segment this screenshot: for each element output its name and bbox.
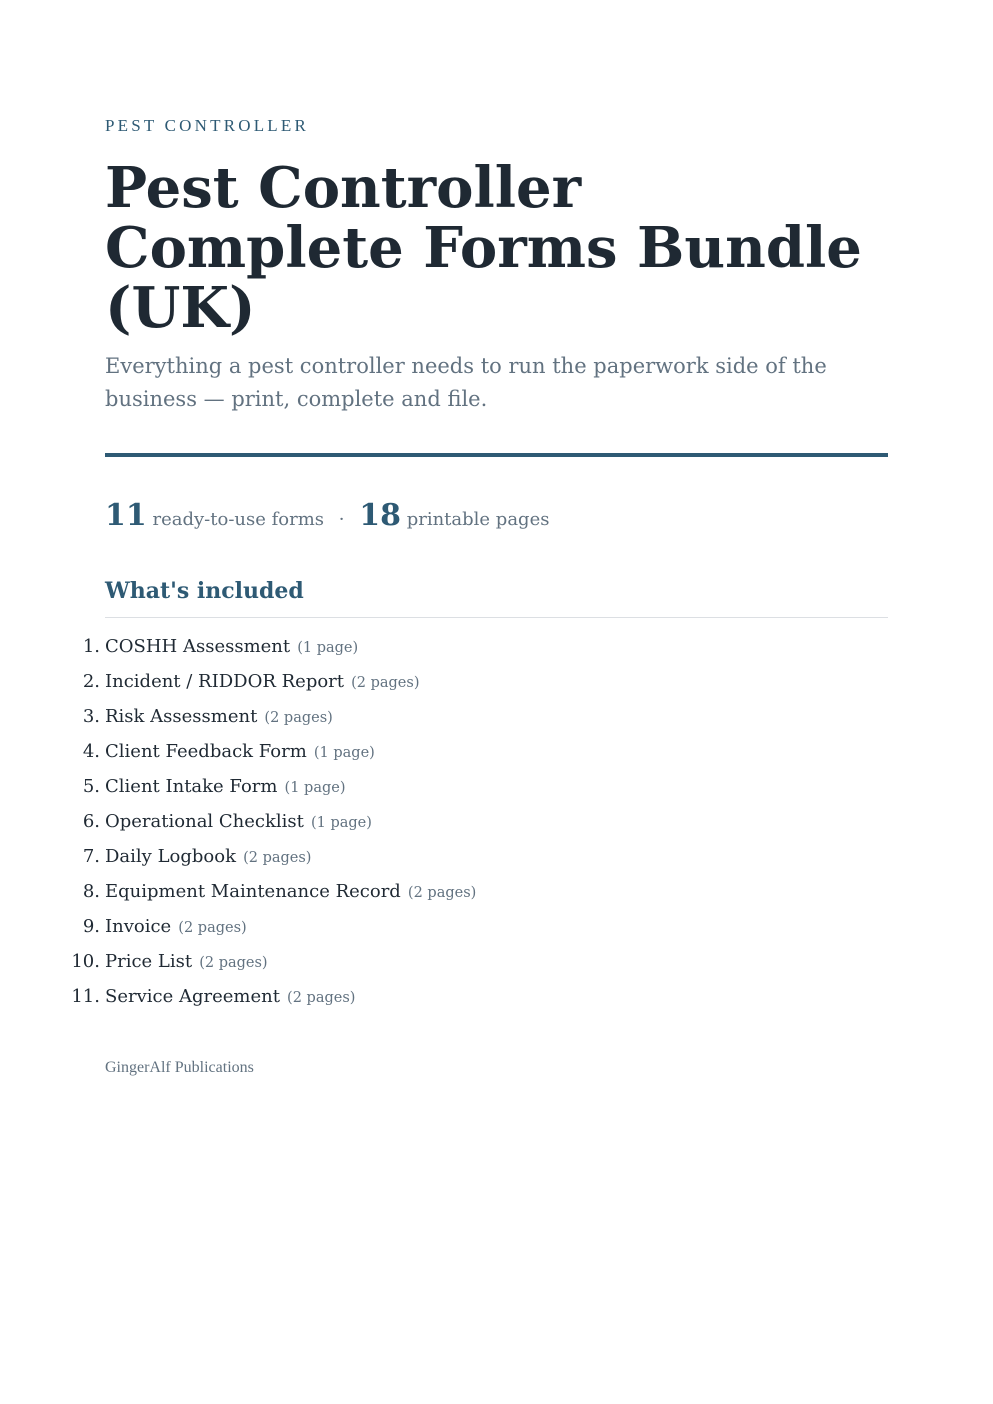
- list-item: [82, 699, 476, 734]
- form-name: Client Feedback Form: [105, 741, 307, 762]
- form-page-count: (2 pages): [407, 885, 477, 901]
- list-item: [82, 734, 476, 769]
- list-item: [82, 804, 476, 839]
- list-item-number: 10.: [71, 951, 100, 972]
- document-title: Pest Controller Complete Forms Bundle (UK): [105, 155, 862, 341]
- form-page-count: (2 pages): [199, 955, 268, 971]
- form-name: COSHH Assessment: [105, 636, 291, 657]
- pages-label: printable pages: [406, 509, 550, 530]
- section-divider: [105, 617, 888, 618]
- form-name: Client Intake Form: [105, 776, 278, 797]
- list-item: [82, 664, 476, 699]
- header-divider: [105, 453, 888, 457]
- form-name: Price List: [105, 951, 193, 972]
- form-page-count: (2 pages): [178, 920, 247, 936]
- form-name: Invoice: [105, 916, 172, 937]
- form-page-count: (1 page): [284, 780, 346, 796]
- list-item: [82, 839, 476, 874]
- list-item-number: 1.: [82, 636, 100, 657]
- form-page-count: (2 pages): [287, 990, 356, 1006]
- list-item-number: 7.: [82, 846, 100, 867]
- form-name: Operational Checklist: [105, 811, 304, 832]
- list-item-number: 2.: [82, 671, 100, 692]
- list-item-number: 8.: [82, 881, 100, 902]
- included-heading: What's included: [105, 578, 304, 604]
- form-name: Daily Logbook: [105, 846, 236, 867]
- form-page-count: (1 page): [310, 815, 372, 831]
- forms-label: ready-to-use forms: [152, 509, 325, 530]
- publisher-footer: GingerAlf Publications: [105, 1059, 254, 1076]
- form-page-count: (2 pages): [243, 850, 312, 866]
- form-page-count: (1 page): [297, 640, 359, 656]
- list-item: [71, 979, 476, 1014]
- forms-list: [71, 629, 477, 1014]
- list-item-number: 5.: [82, 776, 100, 797]
- list-item: [82, 909, 476, 944]
- form-name: Risk Assessment: [105, 706, 258, 727]
- document-subtitle: Everything a pest controller needs to run the paperwork side of the business — print, complete and file.: [105, 354, 827, 411]
- list-item: [82, 874, 477, 909]
- bundle-stats: [105, 496, 549, 540]
- list-item-number: 11.: [71, 986, 100, 1007]
- form-page-count: (1 page): [313, 745, 375, 761]
- stats-separator: ·: [338, 509, 345, 530]
- list-item-number: 3.: [82, 706, 100, 727]
- form-page-count: (2 pages): [264, 710, 333, 726]
- form-name: Service Agreement: [105, 986, 280, 1007]
- list-item-number: 4.: [82, 741, 100, 762]
- list-item-number: 9.: [82, 916, 100, 937]
- form-name: Incident / RIDDOR Report: [105, 671, 345, 692]
- form-name: Equipment Maintenance Record: [105, 881, 401, 902]
- forms-count: 11: [105, 498, 147, 533]
- list-item-number: 6.: [82, 811, 100, 832]
- category-eyebrow: PEST CONTROLLER: [105, 116, 310, 135]
- pages-count: 18: [359, 498, 401, 533]
- list-item: [82, 629, 476, 664]
- list-item: [82, 769, 476, 804]
- form-page-count: (2 pages): [351, 675, 420, 691]
- list-item: [71, 944, 476, 979]
